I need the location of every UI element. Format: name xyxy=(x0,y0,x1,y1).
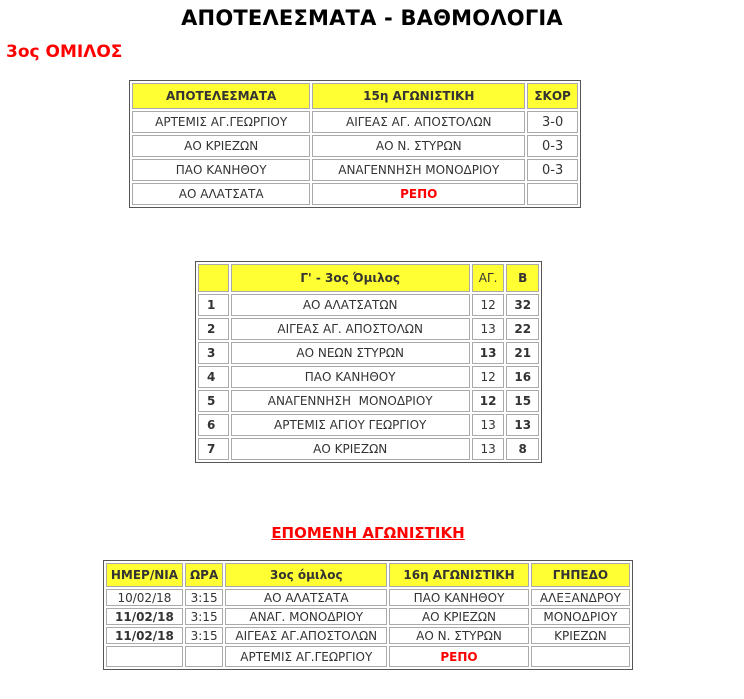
results-header-row xyxy=(132,83,578,109)
position: 3 xyxy=(198,342,229,364)
results-header-matchday: 15η ΑΓΩΝΙΣΤΙΚΗ xyxy=(312,83,525,109)
position: 6 xyxy=(198,414,229,436)
points: 8 xyxy=(506,438,539,460)
points: 22 xyxy=(506,318,539,340)
team-name: ΑΟ ΑΛΑΤΣΑΤΩΝ xyxy=(231,294,470,316)
standings-header-pos xyxy=(198,264,229,292)
played: 13 xyxy=(472,318,505,340)
position: 1 xyxy=(198,294,229,316)
played: 13 xyxy=(472,414,505,436)
position: 7 xyxy=(198,438,229,460)
table-row xyxy=(106,608,630,625)
table-row xyxy=(106,589,630,606)
match-date: 10/02/18 xyxy=(106,589,183,606)
table-row xyxy=(198,342,539,364)
position: 4 xyxy=(198,366,229,388)
match-time: 3:15 xyxy=(185,608,223,625)
table-row xyxy=(132,183,578,205)
played: 12 xyxy=(472,366,505,388)
venue: ΜΟΝΟΔΡΙΟΥ xyxy=(531,608,630,625)
match-date: 11/02/18 xyxy=(106,627,183,644)
match-date: 11/02/18 xyxy=(106,608,183,625)
results-header-score: ΣΚΟΡ xyxy=(527,83,578,109)
score xyxy=(527,183,578,205)
bye-label: ΡΕΠΟ xyxy=(312,183,525,205)
table-row xyxy=(198,414,539,436)
standings-table xyxy=(195,261,542,463)
group-title: 3ος ΟΜΙΛΟΣ xyxy=(6,42,123,62)
match-time: 3:15 xyxy=(185,627,223,644)
home-team: ΑΟ ΑΛΑΤΣΑΤΑ xyxy=(225,589,387,606)
away-team: ΑΟ ΚΡΙΕΖΩΝ xyxy=(389,608,529,625)
venue xyxy=(531,646,630,667)
played: 12 xyxy=(472,294,505,316)
schedule-header-date: ΗΜΕΡ/ΝΙΑ xyxy=(106,563,183,587)
venue: ΚΡΙΕΖΩΝ xyxy=(531,627,630,644)
points: 21 xyxy=(506,342,539,364)
results-table xyxy=(129,80,581,208)
standings-header-group: Γ' - 3ος Όμιλος xyxy=(231,264,470,292)
points: 32 xyxy=(506,294,539,316)
home-team: ΑΡΤΕΜΙΣ ΑΓ.ΓΕΩΡΓΙΟΥ xyxy=(132,111,310,133)
points: 16 xyxy=(506,366,539,388)
team-name: ΠΑΟ ΚΑΝΗΘΟΥ xyxy=(231,366,470,388)
match-date xyxy=(106,646,183,667)
position: 5 xyxy=(198,390,229,412)
table-row xyxy=(198,438,539,460)
table-row xyxy=(198,318,539,340)
home-team: ΑΡΤΕΜΙΣ ΑΓ.ΓΕΩΡΓΙΟΥ xyxy=(225,646,387,667)
home-team: ΑΟ ΑΛΑΤΣΑΤΑ xyxy=(132,183,310,205)
schedule-header-group: 3ος όμιλος xyxy=(225,563,387,587)
venue: ΑΛΕΞΑΝΔΡΟΥ xyxy=(531,589,630,606)
home-team: ΑΙΓΕΑΣ ΑΓ.ΑΠΟΣΤΟΛΩΝ xyxy=(225,627,387,644)
match-time xyxy=(185,646,223,667)
schedule-header-venue: ΓΗΠΕΔΟ xyxy=(531,563,630,587)
points: 15 xyxy=(506,390,539,412)
table-row xyxy=(198,294,539,316)
away-team: ΑΙΓΕΑΣ ΑΓ. ΑΠΟΣΤΟΛΩΝ xyxy=(312,111,525,133)
home-team: ΠΑΟ ΚΑΝΗΘΟΥ xyxy=(132,159,310,181)
away-team: ΠΑΟ ΚΑΝΗΘΟΥ xyxy=(389,589,529,606)
away-team: ΑΟ Ν. ΣΤΥΡΩΝ xyxy=(389,627,529,644)
team-name: ΑΡΤΕΜΙΣ ΑΓΙΟΥ ΓΕΩΡΓΙΟΥ xyxy=(231,414,470,436)
score: 3-0 xyxy=(527,111,578,133)
table-row xyxy=(198,390,539,412)
table-row xyxy=(132,159,578,181)
played: 12 xyxy=(472,390,505,412)
schedule-header-time: ΩΡΑ xyxy=(185,563,223,587)
points: 13 xyxy=(506,414,539,436)
table-row xyxy=(132,135,578,157)
schedule-table xyxy=(103,560,633,670)
away-team: ΑΟ Ν. ΣΤΥΡΩΝ xyxy=(312,135,525,157)
standings-header-row xyxy=(198,264,539,292)
page-title: ΑΠΟΤΕΛΕΣΜΑΤΑ - ΒΑΘΜΟΛΟΓΙΑ xyxy=(181,6,563,30)
standings-header-played: ΑΓ. xyxy=(472,264,505,292)
team-name: ΑΟ ΝΕΩΝ ΣΤΥΡΩΝ xyxy=(231,342,470,364)
schedule-header-row xyxy=(106,563,630,587)
table-row xyxy=(106,627,630,644)
played: 13 xyxy=(472,342,505,364)
table-row xyxy=(106,646,630,667)
match-time: 3:15 xyxy=(185,589,223,606)
away-team: ΑΝΑΓΕΝΝΗΣΗ ΜΟΝΟΔΡΙΟΥ xyxy=(312,159,525,181)
played: 13 xyxy=(472,438,505,460)
next-matchday-title: ΕΠΟΜΕΝΗ ΑΓΩΝΙΣΤΙΚΗ xyxy=(271,524,465,542)
home-team: ΑΟ ΚΡΙΕΖΩΝ xyxy=(132,135,310,157)
schedule-header-matchday: 16η ΑΓΩΝΙΣΤΙΚΗ xyxy=(389,563,529,587)
home-team: ΑΝΑΓ. ΜΟΝΟΔΡΙΟΥ xyxy=(225,608,387,625)
score: 0-3 xyxy=(527,159,578,181)
standings-header-points: Β xyxy=(506,264,539,292)
team-name: ΑΟ ΚΡΙΕΖΩΝ xyxy=(231,438,470,460)
team-name: ΑΙΓΕΑΣ ΑΓ. ΑΠΟΣΤΟΛΩΝ xyxy=(231,318,470,340)
table-row xyxy=(198,366,539,388)
position: 2 xyxy=(198,318,229,340)
bye-label: ΡΕΠΟ xyxy=(389,646,529,667)
table-row xyxy=(132,111,578,133)
score: 0-3 xyxy=(527,135,578,157)
results-header-results: ΑΠΟΤΕΛΕΣΜΑΤΑ xyxy=(132,83,310,109)
team-name: ΑΝΑΓΕΝΝΗΣΗ ΜΟΝΟΔΡΙΟΥ xyxy=(231,390,470,412)
